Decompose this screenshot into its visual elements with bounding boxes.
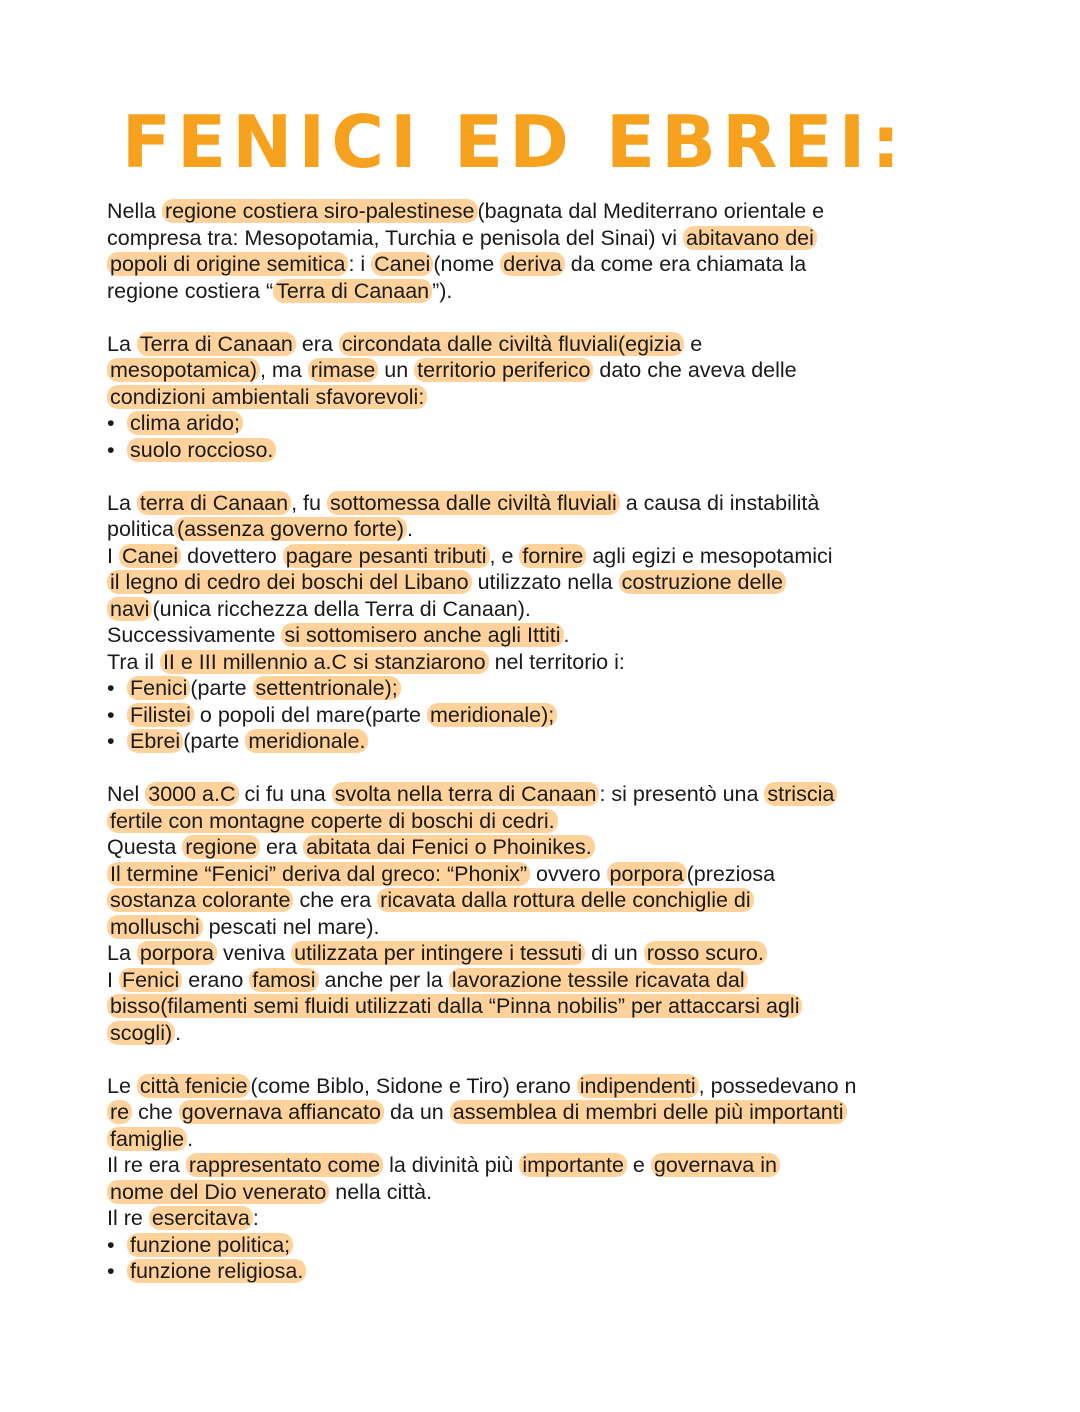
text-line <box>107 569 987 596</box>
text-line <box>107 1179 987 1206</box>
highlighted-text: Filistei <box>127 703 194 727</box>
text-segment: (parte <box>183 729 246 753</box>
text-segment: da come era chiamata la <box>564 252 807 276</box>
highlighted-text: sostanza colorante <box>107 888 293 912</box>
text-segment: La <box>107 941 137 965</box>
bullet-item <box>107 675 987 702</box>
text-segment: anche per la <box>318 967 449 992</box>
highlighted-text: svolta nella terra di Canaan <box>332 782 600 806</box>
highlighted-text: settentrionale); <box>253 676 401 700</box>
bullet-list <box>107 410 987 463</box>
highlighted-text: Terra di Canaan <box>273 279 432 303</box>
highlighted-text: fertile con montagne coperte di boschi di cedri. <box>107 809 558 833</box>
highlighted-text: meridionale); <box>427 703 557 727</box>
text-line <box>107 331 987 358</box>
highlighted-text: bisso(filamenti semi fluidi utilizzati dalla “Pinna nobilis” per attaccarsi agli <box>107 994 802 1018</box>
text-segment: pescati nel mare). <box>202 914 380 939</box>
highlighted-text: regione costiera siro-palestinese <box>162 199 478 223</box>
text-segment: regione costiera “ <box>107 278 274 303</box>
text-segment: . <box>175 1020 182 1045</box>
text-segment: era <box>260 835 304 859</box>
highlighted-text: II e III millennio a.C si stanziarono <box>160 650 489 674</box>
text-line <box>107 861 987 888</box>
text-segment: di un <box>585 941 644 965</box>
highlighted-text: fornire <box>519 544 586 568</box>
text-line <box>107 278 987 305</box>
notes-body <box>107 198 987 1311</box>
highlighted-text: rimase <box>308 358 379 382</box>
highlighted-text: pagare pesanti tributi <box>283 544 490 568</box>
highlighted-text: Ebrei <box>127 729 183 753</box>
page-title: FENICI ED EBREI: <box>121 100 907 184</box>
text-segment: Nel <box>107 782 146 806</box>
highlighted-text: suolo roccioso. <box>127 438 276 462</box>
bullet-item <box>107 437 987 464</box>
text-segment: (nome <box>433 252 501 276</box>
highlighted-text: assemblea di membri delle più importanti <box>450 1100 847 1124</box>
text-segment: dato che aveva delle <box>593 358 797 382</box>
highlighted-text: deriva <box>500 252 565 276</box>
text-line <box>107 649 987 676</box>
text-line <box>107 490 987 517</box>
highlighted-text: abitavano dei <box>683 226 817 250</box>
text-segment: La <box>107 490 137 515</box>
text-line <box>107 967 987 994</box>
text-segment: nella città. <box>329 1179 433 1204</box>
text-segment: o popoli del mare(parte <box>193 702 427 727</box>
text-line <box>107 225 987 252</box>
bullet-list <box>107 1232 987 1285</box>
text-segment: (bagnata dal Mediterrano orientale e <box>477 199 825 223</box>
text-segment: ci fu una <box>238 782 332 806</box>
text-segment: da un <box>383 1100 450 1124</box>
text-segment: , ma <box>259 358 308 382</box>
highlighted-text: striscia <box>764 782 837 806</box>
text-segment: a causa di instabilità <box>619 490 820 515</box>
text-segment: un <box>378 358 415 382</box>
highlighted-text: esercitava <box>149 1206 253 1230</box>
highlighted-text: governava affiancato <box>179 1100 384 1124</box>
text-line <box>107 596 987 623</box>
text-segment: : si presentò una <box>599 782 765 806</box>
text-segment: , fu <box>291 490 327 515</box>
text-segment: Questa <box>107 835 183 859</box>
highlighted-text: regione <box>182 835 260 859</box>
highlighted-text: ricavata dalla rottura delle conchiglie di <box>377 888 754 912</box>
highlighted-text: (assenza governo forte) <box>174 517 407 541</box>
paragraph <box>107 198 987 304</box>
highlighted-text: abitata dai Fenici o Phoinikes. <box>303 835 595 859</box>
text-line <box>107 1126 987 1153</box>
highlighted-text: Il termine “Fenici” deriva dal greco: “Phonix” <box>107 862 530 886</box>
text-line <box>107 808 987 835</box>
highlighted-text: Terra di Canaan <box>137 332 296 356</box>
bullet-item <box>107 702 987 729</box>
bullet-item <box>107 410 987 437</box>
bullet-item <box>107 1258 987 1285</box>
text-segment: erano <box>182 967 250 992</box>
text-segment: nel territorio i: <box>488 649 625 674</box>
highlighted-text: mesopotamica) <box>107 358 260 382</box>
paragraph <box>107 490 987 755</box>
highlighted-text: 3000 a.C <box>145 782 238 806</box>
text-segment: . <box>563 623 570 647</box>
text-line <box>107 1020 987 1047</box>
text-line <box>107 357 987 384</box>
text-segment: compresa tra: Mesopotamia, Turchia e penisola del Sinai) vi <box>107 225 683 250</box>
text-line <box>107 781 987 808</box>
text-segment: politica <box>107 517 174 541</box>
bullet-list <box>107 675 987 755</box>
text-segment: utilizzato nella <box>471 570 619 594</box>
highlighted-text: governava in <box>651 1153 780 1177</box>
text-segment: (parte <box>190 676 253 700</box>
text-line <box>107 516 987 543</box>
highlighted-text: rappresentato come <box>186 1153 383 1177</box>
highlighted-text: condizioni ambientali sfavorevoli: <box>107 385 427 409</box>
text-segment: Il re era <box>107 1153 186 1177</box>
text-segment: (preziosa <box>686 861 776 886</box>
bullet-item <box>107 728 987 755</box>
highlighted-text: costruzione delle <box>619 570 786 594</box>
highlighted-text: molluschi <box>107 915 203 939</box>
highlighted-text: terra di Canaan <box>137 491 291 515</box>
paragraph <box>107 781 987 1046</box>
highlighted-text: importante <box>519 1153 627 1177</box>
highlighted-text: re <box>107 1100 132 1124</box>
text-segment: , possedevano n <box>698 1073 857 1098</box>
highlighted-text: sottomessa dalle civiltà fluviali <box>327 491 620 515</box>
highlighted-text: rosso scuro. <box>644 941 767 965</box>
text-segment: (come Biblo, Sidone e Tiro) erano <box>250 1073 577 1098</box>
text-segment: era <box>295 331 339 356</box>
highlighted-text: Fenici <box>127 676 190 700</box>
highlighted-text: porpora <box>137 941 217 965</box>
highlighted-text: scogli) <box>107 1021 175 1045</box>
highlighted-text: funzione politica; <box>127 1233 293 1257</box>
highlighted-text: indipendenti <box>577 1074 699 1098</box>
text-segment: la divinità più <box>383 1153 520 1177</box>
highlighted-text: navi <box>107 597 152 621</box>
text-segment: . <box>187 1126 194 1151</box>
text-segment: : i <box>348 252 372 276</box>
text-segment: (unica ricchezza della Terra di Canaan). <box>152 596 531 621</box>
highlighted-text: clima arido; <box>127 411 243 435</box>
highlighted-text: territorio periferico <box>414 358 593 382</box>
text-line <box>107 1099 987 1126</box>
text-line <box>107 887 987 914</box>
paragraph <box>107 331 987 464</box>
text-segment: Tra il <box>107 649 160 674</box>
text-segment: Nella <box>107 199 162 223</box>
paragraph <box>107 1073 987 1285</box>
text-segment: Il re <box>107 1206 149 1230</box>
highlighted-text: si sottomisero anche agli Ittiti <box>281 623 563 647</box>
text-segment: , e <box>489 543 520 568</box>
highlighted-text: nome del Dio venerato <box>107 1180 329 1204</box>
text-line <box>107 940 987 967</box>
text-line <box>107 384 987 411</box>
text-line <box>107 1152 987 1179</box>
text-segment: Successivamente <box>107 623 282 647</box>
text-line <box>107 834 987 861</box>
highlighted-text: Canei <box>119 544 181 568</box>
text-segment: I <box>107 967 119 992</box>
highlighted-text: famiglie <box>107 1127 187 1151</box>
text-segment: ”). <box>432 278 453 303</box>
text-segment: dovettero <box>181 543 283 568</box>
text-segment: Le <box>107 1073 137 1098</box>
highlighted-text: lavorazione tessile ricavata dal <box>449 968 748 992</box>
highlighted-text: porpora <box>607 862 687 886</box>
text-segment: : <box>252 1206 259 1230</box>
text-segment: agli egizi e mesopotamici <box>586 543 833 568</box>
highlighted-text: popoli di origine semitica <box>107 252 348 276</box>
text-line <box>107 543 987 570</box>
highlighted-text: il legno di cedro dei boschi del Libano <box>107 570 472 594</box>
text-line <box>107 622 987 649</box>
text-line <box>107 914 987 941</box>
text-segment: ovvero <box>530 861 607 886</box>
text-segment: che <box>132 1100 179 1124</box>
highlighted-text: Fenici <box>119 968 182 992</box>
highlighted-text: circondata dalle civiltà fluviali(egizia <box>339 332 684 356</box>
highlighted-text: funzione religiosa. <box>127 1259 306 1283</box>
highlighted-text: Canei <box>371 252 433 276</box>
text-line <box>107 251 987 278</box>
text-segment: e <box>626 1153 651 1177</box>
text-segment: e <box>684 331 703 356</box>
text-segment: . <box>407 517 413 541</box>
text-segment: che era <box>293 888 378 912</box>
highlighted-text: utilizzata per intingere i tessuti <box>291 941 585 965</box>
text-line <box>107 993 987 1020</box>
highlighted-text: città fenicie <box>137 1074 251 1098</box>
text-line <box>107 198 987 225</box>
highlighted-text: famosi <box>249 968 318 992</box>
text-line <box>107 1073 987 1100</box>
text-segment: I <box>107 543 119 568</box>
highlighted-text: meridionale. <box>245 729 368 753</box>
text-line <box>107 1205 987 1232</box>
bullet-item <box>107 1232 987 1259</box>
text-segment: La <box>107 331 137 356</box>
text-segment: veniva <box>217 941 292 965</box>
